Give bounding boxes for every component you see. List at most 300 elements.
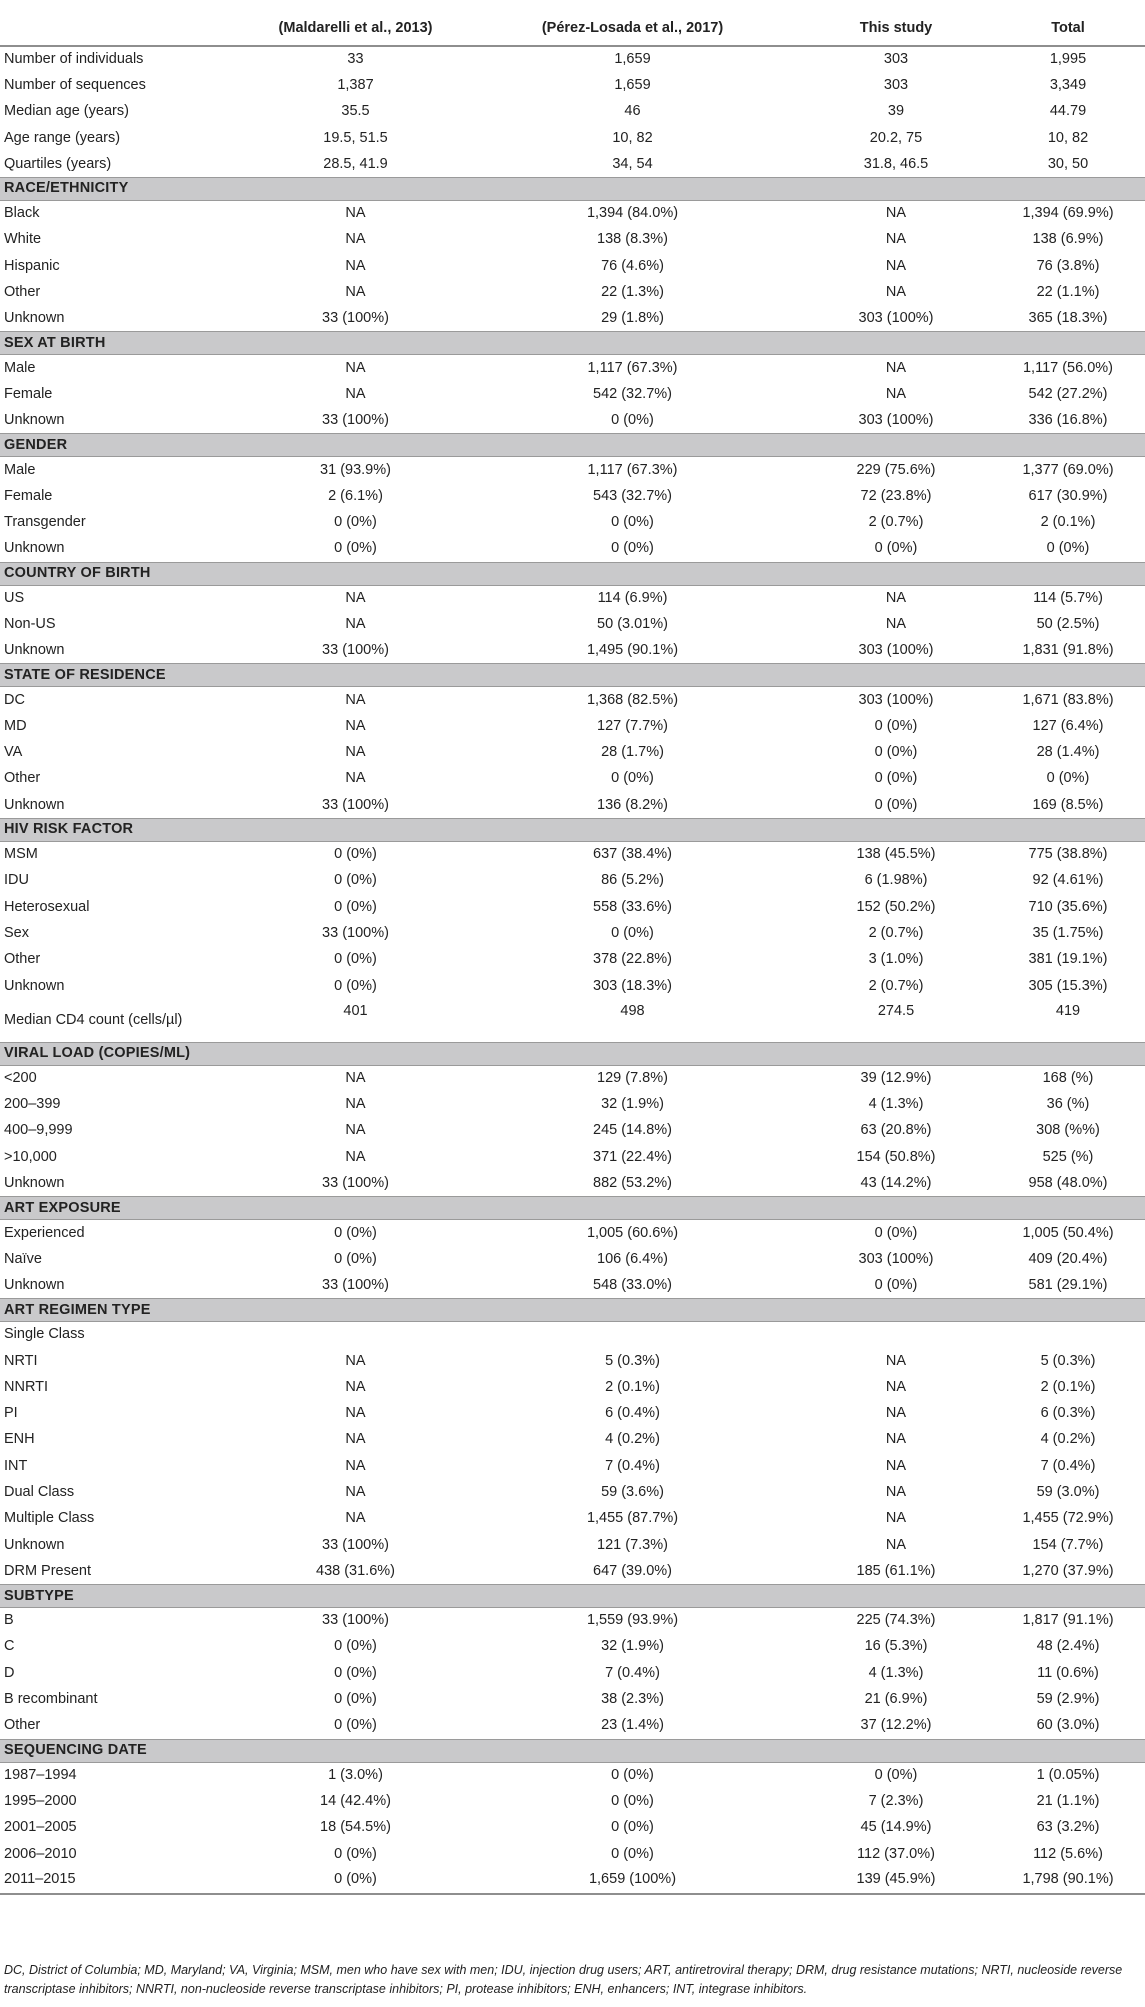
cell-total: 48 (2.4%) [1036, 1638, 1100, 1655]
cell-total: 1,270 (37.9%) [1022, 1562, 1114, 1579]
cell-maldarelli: 401 [343, 1003, 368, 1020]
cell-total: 169 (8.5%) [1032, 796, 1104, 813]
row-label: Male [4, 359, 36, 376]
cell-perez-losada: 121 (7.3%) [597, 1536, 668, 1553]
row-label: IDU [4, 872, 29, 889]
table-row [0, 200, 1145, 226]
cell-this-study: 185 (61.1%) [856, 1562, 936, 1579]
table-body [0, 46, 1145, 1894]
table-footnote: DC, District of Columbia; MD, Maryland; VA, Virginia; MSM, men who have sex with men; IDU, injection drug users; ART, antiretroviral therapy; DRM, drug resistance mutations; NRTI, nucleoside reverse transcriptase inhibitors; NNRTI, non-nucleoside reverse transcriptase inhibitors; PI, protease inhibitors; ENH, enhancers; INT, integrase inhibitors. [4, 1963, 1123, 1996]
cell-perez-losada: 548 (33.0%) [593, 1276, 672, 1293]
section-title: SEX AT BIRTH [0, 332, 1145, 355]
table-row [0, 483, 1145, 509]
cell-this-study: 2 (0.7%) [868, 977, 924, 994]
cell-total: 112 (5.6%) [1033, 1845, 1103, 1862]
cell-maldarelli: 2 (6.1%) [328, 487, 383, 504]
row-label: Other [4, 770, 41, 787]
section-title: HIV RISK FACTOR [0, 818, 1145, 841]
cell-perez-losada: 0 (0%) [611, 770, 654, 787]
cell-maldarelli: NA [345, 1431, 366, 1448]
table-row [0, 1144, 1145, 1170]
table-row [0, 1348, 1145, 1374]
cell-total: 35 (1.75%) [1032, 924, 1104, 941]
table-row [0, 1532, 1145, 1558]
table-row [0, 1762, 1145, 1788]
cell-total: 1,005 (50.4%) [1022, 1224, 1114, 1241]
cell-this-study: 0 (0%) [874, 1224, 918, 1241]
cell-this-study: 303 (100%) [858, 411, 934, 428]
cell-this-study: 138 (45.5%) [856, 846, 936, 863]
cell-this-study: NA [885, 1378, 907, 1395]
cell-total: 5 (0.3%) [1040, 1352, 1096, 1369]
row-label: C [4, 1638, 15, 1655]
table-row [0, 1427, 1145, 1453]
row-label: <200 [4, 1070, 37, 1087]
row-label: Unknown [4, 310, 65, 327]
header-total: Total [991, 10, 1145, 46]
cell-maldarelli: 33 (100%) [322, 642, 389, 659]
cell-perez-losada: 0 (0%) [611, 1819, 654, 1836]
section-header-row [0, 1197, 1145, 1220]
cell-perez-losada: 882 (53.2%) [593, 1174, 672, 1191]
cell-this-study: NA [885, 1457, 907, 1474]
cell-total: 775 (38.8%) [1028, 846, 1108, 863]
cell-this-study: NA [885, 1536, 907, 1553]
table-row [0, 536, 1145, 562]
cell-total: 1,671 (83.8%) [1022, 691, 1114, 708]
cell-total: 10, 82 [1047, 129, 1089, 146]
table-row [0, 841, 1145, 867]
cell-total: 1 (0.05%) [1036, 1766, 1100, 1783]
cell-maldarelli: 0 (0%) [334, 1845, 377, 1862]
cell-perez-losada: 637 (38.4%) [593, 846, 672, 863]
table-row [0, 920, 1145, 946]
table-row [0, 713, 1145, 739]
cell-total: 44.79 [1049, 103, 1087, 120]
cell-maldarelli: NA [345, 691, 366, 708]
cell-this-study: NA [885, 385, 907, 402]
row-label: Non-US [4, 615, 56, 632]
cell-maldarelli: NA [345, 744, 366, 761]
cell-maldarelli: 33 (100%) [322, 1536, 389, 1553]
cell-maldarelli: NA [345, 1484, 366, 1500]
cell-total: 336 (16.8%) [1028, 411, 1108, 428]
cell-this-study: 0 (0%) [874, 1276, 918, 1293]
cell-total: 154 (7.7%) [1032, 1536, 1104, 1553]
cell-total: 409 (20.4%) [1028, 1250, 1108, 1267]
cell-total: 365 (18.3%) [1028, 310, 1108, 327]
cell-this-study: 7 (2.3%) [868, 1792, 924, 1809]
cell-total: 525 (%) [1042, 1148, 1094, 1165]
cell-maldarelli: 35.5 [341, 103, 370, 120]
cell-maldarelli [247, 1322, 464, 1348]
row-label: Median age (years) [4, 103, 129, 120]
table-row [0, 253, 1145, 279]
cell-this-study: 0 (0%) [874, 744, 918, 761]
cell-this-study: 43 (14.2%) [860, 1174, 932, 1191]
cell-this-study: 154 (50.8%) [856, 1148, 936, 1165]
cell-this-study: 6 (1.98%) [864, 872, 928, 889]
cell-total: 2 (0.1%) [1040, 1378, 1096, 1395]
cell-maldarelli: 0 (0%) [334, 1664, 377, 1681]
table-row [0, 408, 1145, 434]
cell-maldarelli: 1,387 [337, 76, 374, 93]
cell-maldarelli: NA [345, 1405, 366, 1422]
cell-this-study: 0 (0%) [874, 540, 918, 557]
table-row [0, 151, 1145, 177]
cell-perez-losada: 558 (33.6%) [593, 898, 672, 915]
cell-this-study: NA [885, 1405, 907, 1422]
section-header-row [0, 1739, 1145, 1762]
cell-this-study: NA [885, 1431, 907, 1448]
cell-this-study: 37 (12.2%) [860, 1717, 932, 1734]
cell-this-study: 225 (74.3%) [856, 1612, 936, 1629]
row-label: 200–399 [4, 1096, 61, 1113]
cell-perez-losada: 138 (8.3%) [597, 231, 668, 248]
cell-perez-losada: 50 (3.01%) [597, 615, 668, 632]
row-label: Other [4, 1717, 41, 1734]
cell-total: 305 (15.3%) [1028, 977, 1108, 994]
table-row [0, 72, 1145, 98]
cell-total: 28 (1.4%) [1036, 744, 1100, 761]
cell-this-study: 39 [887, 103, 905, 120]
row-label: Naïve [4, 1250, 42, 1267]
cell-perez-losada: 1,659 (100%) [464, 1867, 801, 1893]
cell-maldarelli: 0 (0%) [334, 1224, 377, 1241]
cell-maldarelli: 33 (100%) [322, 310, 389, 327]
row-label: US [4, 589, 25, 606]
cell-maldarelli: 1 (3.0%) [328, 1766, 383, 1783]
cell-perez-losada: 1,495 (90.1%) [586, 642, 679, 659]
cell-maldarelli: 33 (100%) [322, 1276, 389, 1293]
section-title: SUBTYPE [0, 1585, 1145, 1608]
cell-this-study: 303 [883, 76, 909, 93]
table-row [0, 585, 1145, 611]
row-label: Female [4, 487, 53, 504]
cell-perez-losada: 32 (1.9%) [601, 1096, 664, 1113]
cell-maldarelli: NA [345, 1122, 366, 1139]
cell-perez-losada: 542 (32.7%) [593, 385, 672, 402]
cell-this-study: NA [885, 589, 907, 606]
table-row [0, 1660, 1145, 1686]
cell-perez-losada: 543 (32.7%) [593, 487, 672, 504]
cell-this-study: NA [885, 284, 907, 301]
row-label: Quartiles (years) [4, 155, 112, 172]
cell-maldarelli: NA [345, 1510, 366, 1527]
cell-perez-losada: 2 (0.1%) [605, 1378, 660, 1395]
cell-perez-losada: 59 (3.6%) [601, 1484, 664, 1500]
row-label: Unknown [4, 540, 65, 557]
cell-perez-losada: 0 (0%) [611, 1792, 654, 1809]
row-label: D [4, 1664, 15, 1681]
section-title: COUNTRY OF BIRTH [0, 562, 1145, 585]
cell-total: 1,817 (91.1%) [1022, 1612, 1114, 1629]
section-header-row [0, 818, 1145, 841]
row-label: NNRTI [4, 1378, 49, 1395]
cell-this-study: 303 [883, 51, 909, 68]
row-label: B recombinant [4, 1691, 98, 1708]
cell-total: 7 (0.4%) [1040, 1457, 1096, 1474]
row-label: INT [4, 1457, 28, 1474]
cell-this-study: 274.5 [877, 1003, 915, 1020]
cell-maldarelli: 33 (100%) [322, 1612, 389, 1629]
cell-maldarelli: 33 [347, 51, 364, 68]
cell-perez-losada: 1,117 (67.3%) [587, 461, 678, 478]
row-label: ENH [4, 1431, 35, 1448]
cell-perez-losada: 86 (5.2%) [601, 872, 664, 889]
cell-this-study: 0 (0%) [874, 717, 918, 734]
cell-maldarelli: NA [345, 770, 366, 787]
cell-perez-losada: 23 (1.4%) [601, 1717, 664, 1734]
table-row [0, 947, 1145, 973]
row-label: Heterosexual [4, 898, 90, 915]
table-row [0, 1453, 1145, 1479]
cell-this-study: NA [885, 1484, 907, 1500]
cell-total: 21 (1.1%) [1036, 1792, 1100, 1809]
cell-maldarelli: 0 (0%) [334, 1638, 377, 1655]
cell-maldarelli: 18 (54.5%) [320, 1819, 391, 1836]
cell-this-study: 112 (37.0%) [857, 1845, 935, 1862]
cell-total: 4 (0.2%) [1040, 1431, 1096, 1448]
section-header-row [0, 562, 1145, 585]
table-header-row [0, 10, 1145, 46]
cell-total: 60 (3.0%) [1036, 1717, 1100, 1734]
cell-maldarelli: 0 (0%) [247, 1867, 464, 1893]
cell-maldarelli: NA [345, 257, 366, 274]
cell-this-study: 0 (0%) [874, 796, 918, 813]
cell-perez-losada: 10, 82 [612, 129, 653, 146]
row-label: MSM [4, 846, 38, 863]
cell-this-study: 229 (75.6%) [856, 461, 936, 478]
section-header-row [0, 1585, 1145, 1608]
cell-total [991, 1322, 1145, 1348]
cell-this-study: 3 (1.0%) [868, 951, 924, 968]
section-header-row [0, 332, 1145, 355]
cell-this-study: 152 (50.2%) [856, 898, 936, 915]
cell-perez-losada: 0 (0%) [611, 411, 654, 428]
cell-total: 381 (19.1%) [1028, 951, 1108, 968]
cell-maldarelli: NA [345, 205, 366, 222]
table-row [0, 46, 1145, 72]
cell-total: 308 (%%) [1036, 1122, 1100, 1139]
section-header-row [0, 1042, 1145, 1065]
cell-maldarelli: NA [345, 1352, 366, 1369]
table-row [0, 306, 1145, 332]
cell-maldarelli: 19.5, 51.5 [323, 129, 388, 146]
row-label: Age range (years) [4, 129, 121, 146]
row-label: B [4, 1612, 14, 1629]
cell-perez-losada: 136 (8.2%) [597, 796, 668, 813]
cell-this-study: 63 (20.8%) [860, 1122, 932, 1139]
section-header-row [0, 177, 1145, 200]
row-label: 2001–2005 [4, 1819, 77, 1836]
cell-total: 1,394 (69.9%) [1022, 205, 1114, 222]
row-label: NRTI [4, 1352, 38, 1369]
row-label: 2006–2010 [4, 1845, 77, 1862]
cell-perez-losada: 1,455 (87.7%) [586, 1510, 679, 1527]
cell-maldarelli: 0 (0%) [334, 1691, 377, 1708]
cell-perez-losada: 245 (14.8%) [593, 1122, 672, 1139]
cell-perez-losada: 1,659 [614, 51, 651, 68]
section-title: ART EXPOSURE [0, 1197, 1145, 1220]
cell-perez-losada: 1,117 (67.3%) [587, 359, 678, 376]
header-maldarelli: (Maldarelli et al., 2013) [247, 10, 464, 46]
cell-total: 6 (0.3%) [1040, 1405, 1096, 1422]
cell-maldarelli: NA [345, 385, 366, 402]
table-row [0, 999, 1145, 1042]
cell-perez-losada: 22 (1.3%) [601, 284, 664, 301]
table-row [0, 766, 1145, 792]
cell-total: 1,377 (69.0%) [1022, 461, 1114, 478]
table-row [0, 509, 1145, 535]
row-label: Median CD4 count (cells/µl) [4, 1011, 183, 1028]
cell-perez-losada: 114 (6.9%) [597, 589, 668, 606]
cell-maldarelli: NA [345, 1096, 366, 1113]
row-label: Unknown [4, 1536, 65, 1553]
cell-perez-losada: 378 (22.8%) [593, 951, 672, 968]
cell-total: 59 (3.0%) [1036, 1484, 1100, 1500]
row-label: DC [4, 691, 25, 708]
cell-total: 0 (0%) [1046, 770, 1090, 787]
cell-total: 92 (4.61%) [1032, 872, 1104, 889]
cell-total: 1,117 (56.0%) [1022, 359, 1113, 376]
cell-this-study: 72 (23.8%) [860, 487, 932, 504]
table-row [0, 792, 1145, 818]
cell-this-study: 303 (100%) [858, 642, 934, 659]
cell-maldarelli: 0 (0%) [334, 514, 377, 531]
section-title: GENDER [0, 434, 1145, 457]
header-perez-losada: (Pérez-Losada et al., 2017) [464, 10, 801, 46]
cell-this-study: 16 (5.3%) [864, 1638, 928, 1655]
row-label: 1995–2000 [4, 1792, 77, 1809]
cell-maldarelli: NA [345, 1070, 366, 1087]
cell-this-study: NA [885, 231, 907, 248]
table-row [0, 687, 1145, 713]
cell-maldarelli: NA [345, 231, 366, 248]
cell-perez-losada: 76 (4.6%) [601, 257, 664, 274]
cell-this-study: NA [885, 205, 907, 222]
cell-this-study: 20.2, 75 [869, 129, 923, 146]
cell-perez-losada: 7 (0.4%) [605, 1664, 660, 1681]
cell-maldarelli: NA [345, 1378, 366, 1395]
cell-total: 1,831 (91.8%) [1022, 642, 1114, 659]
cell-this-study: 39 (12.9%) [860, 1070, 932, 1087]
row-label: Experienced [4, 1224, 85, 1241]
header-this-study: This study [801, 10, 991, 46]
cell-maldarelli: 33 (100%) [322, 411, 389, 428]
table-row [0, 1220, 1145, 1246]
cell-perez-losada: 34, 54 [612, 155, 653, 172]
table-row [0, 1686, 1145, 1712]
cell-perez-losada: 303 (18.3%) [593, 977, 672, 994]
row-label: Unknown [4, 796, 65, 813]
table-row [0, 355, 1145, 381]
table-row [0, 1558, 1145, 1584]
cell-this-study: NA [885, 257, 907, 274]
cell-maldarelli: 0 (0%) [334, 872, 377, 889]
cell-perez-losada: 0 (0%) [611, 924, 654, 941]
table-row [0, 1815, 1145, 1841]
table-row [0, 1506, 1145, 1532]
cell-maldarelli: 33 (100%) [322, 1174, 389, 1191]
table-row [0, 1246, 1145, 1272]
cell-maldarelli: NA [345, 717, 366, 734]
cell-total: 36 (%) [1046, 1096, 1090, 1113]
cell-total: 127 (6.4%) [1032, 717, 1104, 734]
cell-total: 0 (0%) [1046, 540, 1090, 557]
table-row [0, 611, 1145, 637]
row-label: Other [4, 284, 41, 301]
cell-perez-losada: 28 (1.7%) [601, 744, 664, 761]
cell-this-study [801, 1322, 991, 1348]
cell-total: 1,995 [1049, 51, 1087, 68]
row-label: Transgender [4, 514, 86, 531]
cell-maldarelli: 33 (100%) [322, 924, 389, 941]
cell-maldarelli: 0 (0%) [334, 898, 377, 915]
cell-this-study: NA [885, 359, 907, 376]
cell-perez-losada: 0 (0%) [611, 1766, 654, 1783]
cell-total: 2 (0.1%) [1040, 514, 1096, 531]
row-label: 400–9,999 [4, 1122, 73, 1139]
cell-perez-losada: 32 (1.9%) [601, 1638, 664, 1655]
table-row [0, 1479, 1145, 1505]
table-row [0, 1788, 1145, 1814]
cell-this-study: NA [885, 1352, 907, 1369]
cell-total: 958 (48.0%) [1028, 1174, 1108, 1191]
cell-total: 581 (29.1%) [1028, 1276, 1108, 1293]
table-row [0, 1118, 1145, 1144]
cell-perez-losada: 1,005 (60.6%) [586, 1224, 679, 1241]
cell-perez-losada: 1,559 (93.9%) [586, 1612, 679, 1629]
cell-perez-losada: 29 (1.8%) [601, 310, 664, 327]
row-label: Male [4, 461, 36, 478]
table-row [0, 1092, 1145, 1118]
cell-total: 11 (0.6%) [1037, 1664, 1099, 1681]
cell-this-study: 303 (100%) [858, 1250, 934, 1267]
table-row [0, 1065, 1145, 1091]
cell-perez-losada: 46 [624, 103, 641, 120]
row-label: Number of sequences [4, 76, 146, 93]
row-label: Dual Class [4, 1484, 75, 1500]
cell-perez-losada: 106 (6.4%) [597, 1250, 668, 1267]
cell-maldarelli: 0 (0%) [334, 1250, 377, 1267]
section-header-row [0, 434, 1145, 457]
cell-this-study: NA [885, 615, 907, 632]
section-header-row [0, 1299, 1145, 1322]
row-label: Multiple Class [4, 1510, 95, 1527]
row-label: Other [4, 951, 41, 968]
cell-this-study: 0 (0%) [874, 770, 918, 787]
cell-perez-losada: 0 (0%) [611, 540, 654, 557]
cell-this-study: 303 (100%) [858, 691, 934, 708]
cell-perez-losada: 7 (0.4%) [605, 1457, 660, 1474]
cell-total: 30, 50 [1047, 155, 1089, 172]
table-row [0, 894, 1145, 920]
table-row [0, 1272, 1145, 1298]
row-label: VA [4, 744, 23, 761]
table-row [0, 973, 1145, 999]
row-label: Unknown [4, 642, 65, 659]
cell-maldarelli: 0 (0%) [334, 1717, 377, 1734]
row-label: 2011–2015 [0, 1867, 247, 1893]
cell-perez-losada: 4 (0.2%) [605, 1431, 660, 1448]
row-label: Sex [4, 924, 29, 941]
cell-perez-losada: 0 (0%) [611, 514, 654, 531]
cell-maldarelli: NA [345, 615, 366, 632]
cell-perez-losada: 371 (22.4%) [593, 1148, 672, 1165]
table-row [0, 381, 1145, 407]
cell-maldarelli: 28.5, 41.9 [323, 155, 388, 172]
